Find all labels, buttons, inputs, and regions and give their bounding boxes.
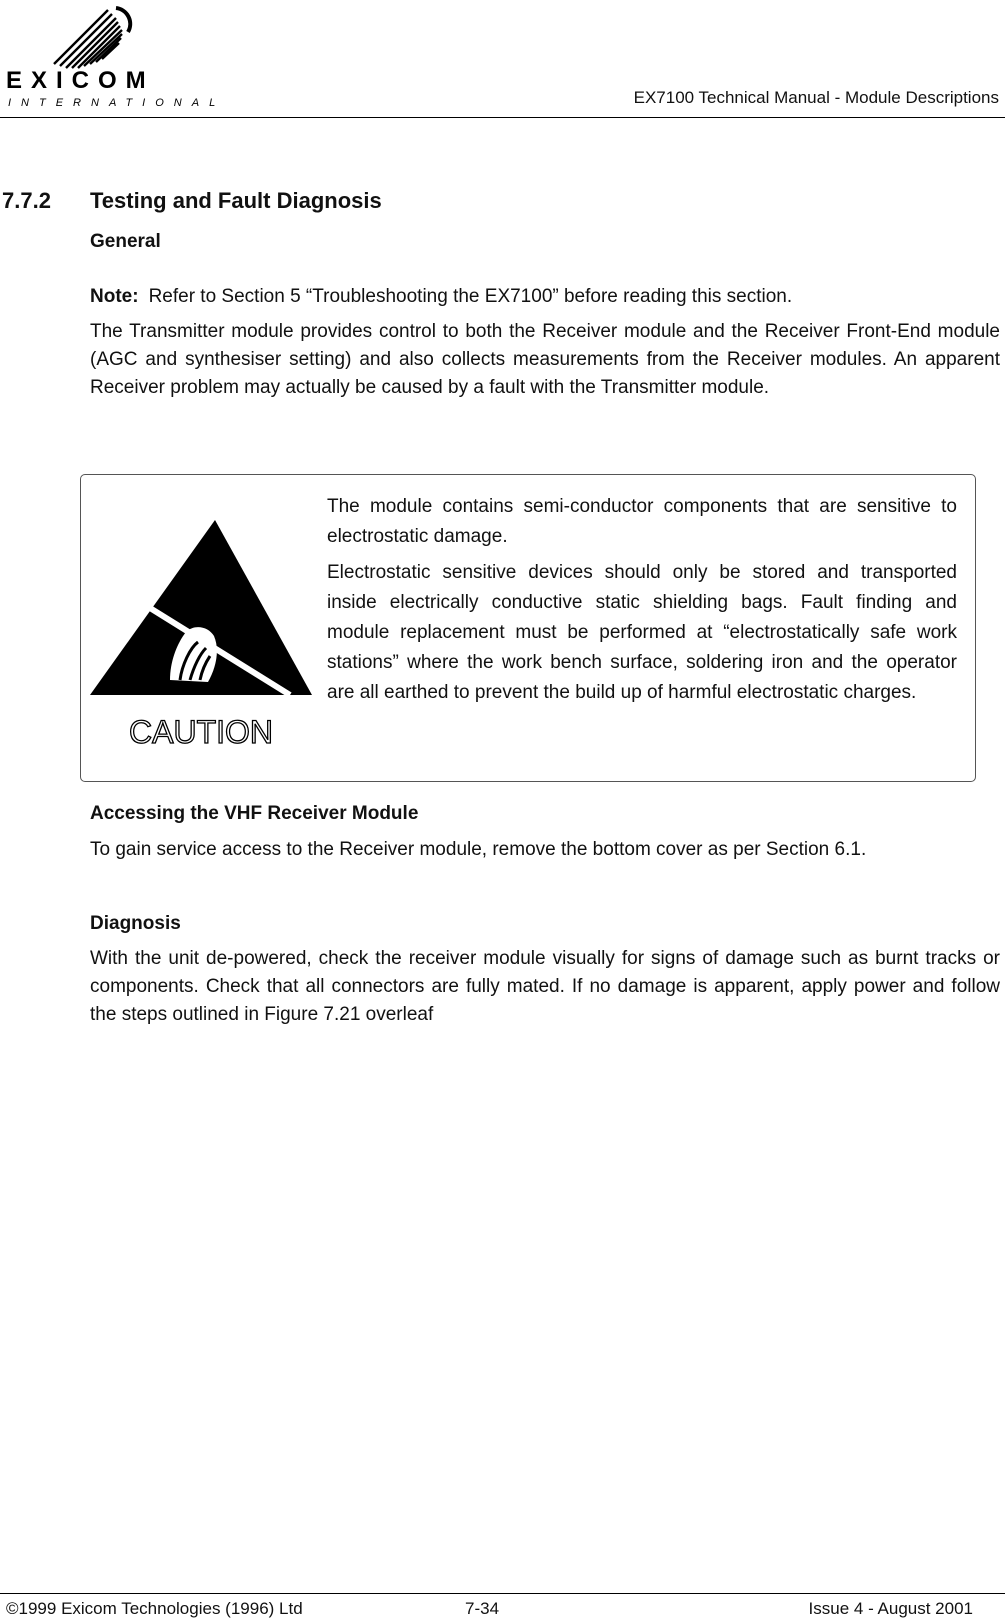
header-divider bbox=[0, 117, 1005, 118]
logo-wordmark: EXICOM bbox=[6, 67, 155, 94]
section-number: 7.7.2 bbox=[2, 188, 51, 213]
caution-text-1: The module contains semi-conductor components that are sensitive to electrostatic damage. bbox=[327, 496, 957, 547]
esd-caution-icon bbox=[90, 520, 312, 765]
note-text: Refer to Section 5 “Troubleshooting the EX7100” before reading this section. bbox=[148, 286, 793, 307]
logo-globe bbox=[54, 8, 130, 68]
header-title: EX7100 Technical Manual - Module Descriptions bbox=[633, 88, 999, 107]
footer-copyright: ©1999 Exicom Technologies (1996) Ltd bbox=[6, 1599, 303, 1618]
note bbox=[90, 286, 792, 308]
accessing-paragraph: To gain service access to the Receiver module, remove the bottom cover as per Section 6.1. bbox=[90, 839, 867, 860]
logo-subtitle: INTERNATIONAL bbox=[8, 97, 226, 109]
general-paragraph: The Transmitter module provides control to both the Receiver module and the Receiver Front-End module (AGC and synthesiser setting) and also collects measurements from the Receiver modules. An apparent Receiver problem may actually be caused by a fault with the Transmitter module. bbox=[90, 321, 1000, 398]
accessing-heading: Accessing the VHF Receiver Module bbox=[90, 803, 419, 824]
footer-page-number: 7-34 bbox=[465, 1599, 500, 1618]
footer-divider bbox=[0, 1593, 1005, 1594]
caution-text-2: Electrostatic sensitive devices should only be stored and transported inside electrically conductive static shielding bags. Fault finding and module replacement must be performed at “electrostatically safe work stations” where the work bench surface, soldering iron and the operator are all earthed to prevent the build up of harmful electrostatic charges. bbox=[327, 562, 957, 703]
caution-text bbox=[327, 492, 957, 714]
note-label: Note: bbox=[90, 286, 139, 307]
section-title: Testing and Fault Diagnosis bbox=[90, 188, 382, 213]
exicom-logo bbox=[4, 2, 226, 110]
diagnosis-heading: Diagnosis bbox=[90, 913, 181, 934]
general-heading: General bbox=[90, 231, 161, 252]
caution-label: CAUTION bbox=[129, 714, 273, 750]
section-heading bbox=[2, 188, 382, 214]
footer-issue: Issue 4 - August 2001 bbox=[808, 1599, 973, 1618]
diagnosis-paragraph: With the unit de-powered, check the receiver module visually for signs of damage such as burnt tracks or components. Check that all connectors are fully mated. If no damage is apparent, apply power and follow the steps outlined in Figure 7.21 overleaf bbox=[90, 948, 1000, 1025]
